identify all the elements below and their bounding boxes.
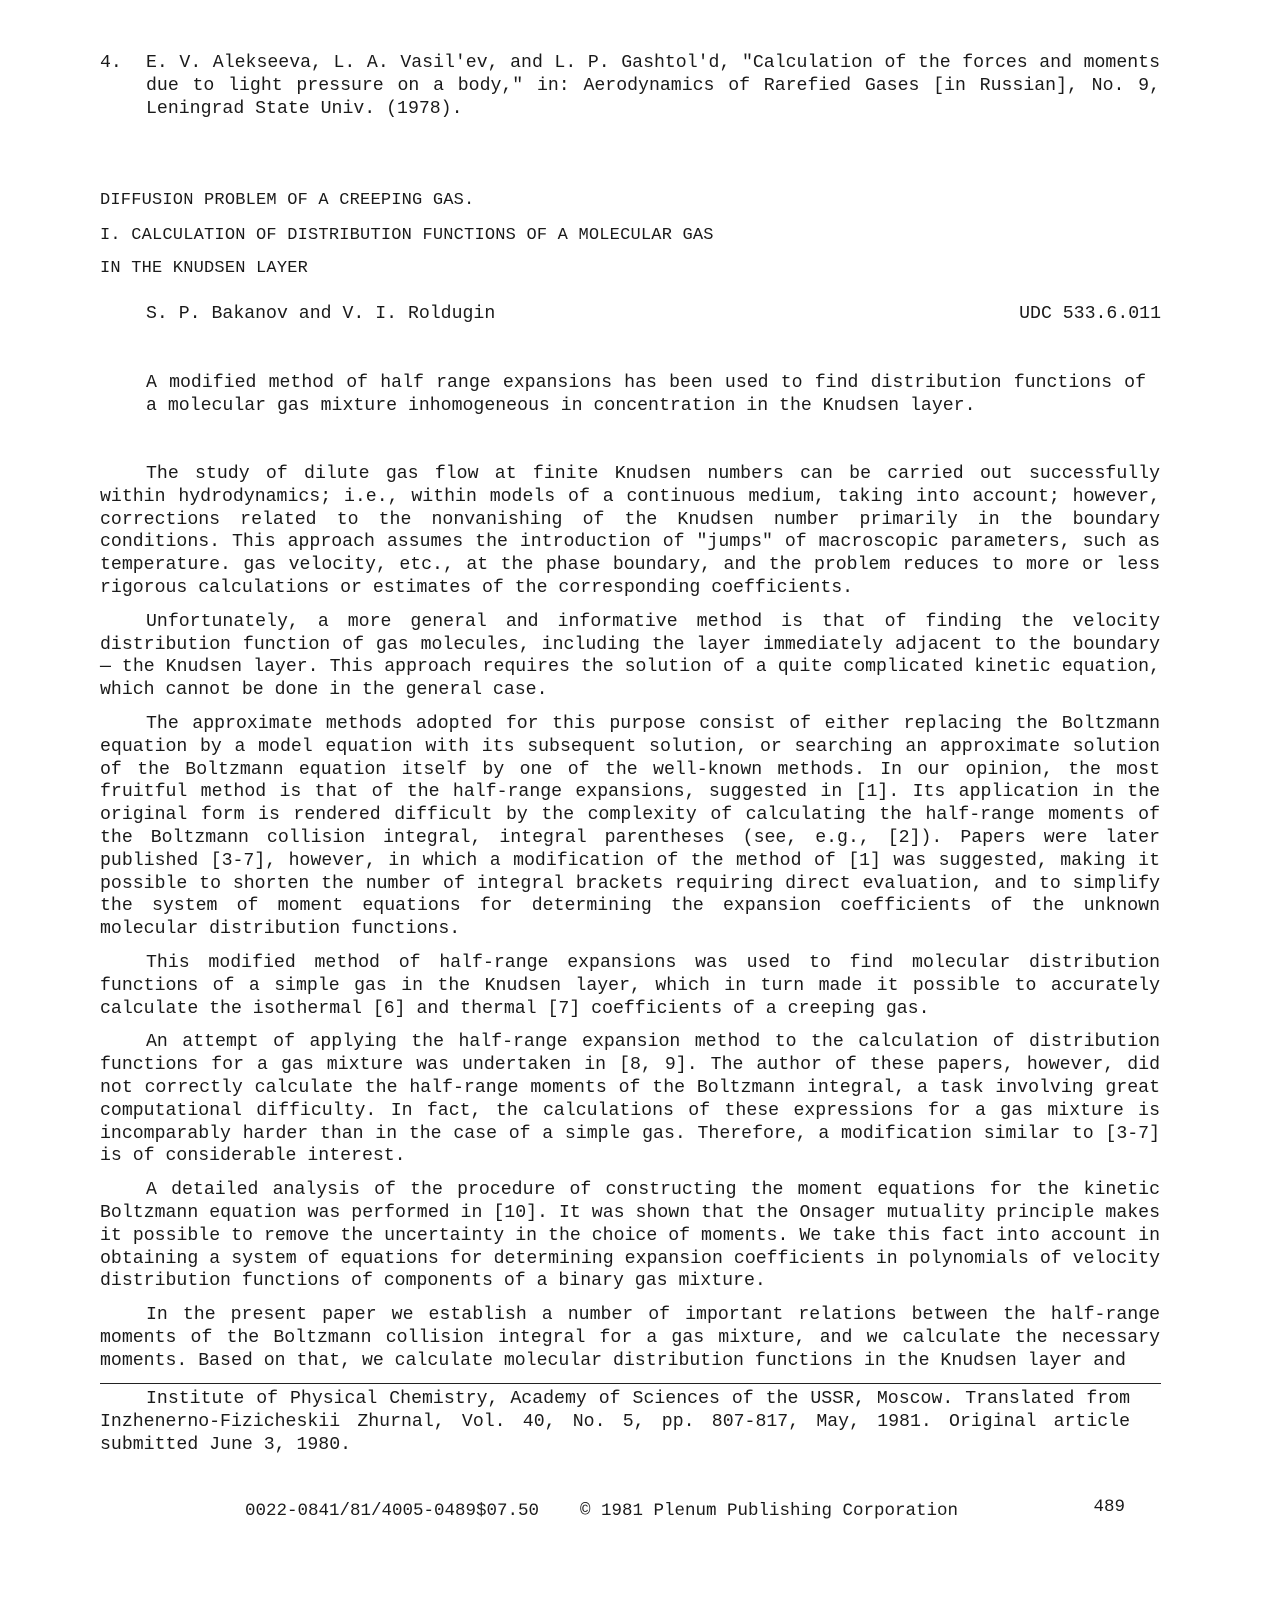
- copyright-notice: © 1981 Plenum Publishing Corporation: [580, 1501, 959, 1521]
- article-title-line-3: IN THE KNUDSEN LAYER: [100, 259, 309, 278]
- article-title-line-2: I. CALCULATION OF DISTRIBUTION FUNCTIONS OF A MOLECULAR GAS: [100, 226, 714, 245]
- body-paragraph: In the present paper we establish a number of important relations between the half-range moments of the Boltzmann collision integral for a gas mixture, and we calculate the necessary moments. Based on that, we calculate molecular distribution functions in the Knudsen layer and: [100, 1305, 1160, 1371]
- article-authors: S. P. Bakanov and V. I. Roldugin: [146, 304, 496, 324]
- footnote: Institute of Physical Chemistry, Academy of Sciences of the USSR, Moscow. Translated from Inzhenerno-Fizicheskii Zhurnal, Vol. 40, No. 5, pp. 807-817, May, 1981. Original article submitted June 3, 1980.: [100, 1389, 1130, 1455]
- footnote-divider: [100, 1383, 1161, 1384]
- article-title-line-1: DIFFUSION PROBLEM OF A CREEPING GAS.: [100, 191, 475, 210]
- article-body: [100, 463, 1160, 1383]
- body-paragraph: The study of dilute gas flow at finite Knudsen numbers can be carried out successfully within hydrodynamics; i.e., within models of a continuous medium, taking into account; however, corrections related to the nonvanishing of the Knudsen number primarily in the boundary conditions. This approach assumes the introduction of "jumps" of macroscopic parameters, such as temperature. gas velocity, etc., at the phase boundary, and the problem reduces to more or less rigorous calculations or estimates of the corresponding coefficients.: [100, 464, 1160, 598]
- body-paragraph: A detailed analysis of the procedure of constructing the moment equations for the kinetic Boltzmann equation was performed in [10]. It was shown that the Onsager mutuality principle makes it possible to remove the uncertainty in the choice of moments. We take this fact into account in obtaining a system of equations for determining expansion coefficients in polynomials of velocity distribution functions of components of a binary gas mixture.: [100, 1180, 1160, 1292]
- body-paragraph: An attempt of applying the half-range expansion method to the calculation of distribution functions for a gas mixture was undertaken in [8, 9]. The author of these papers, however, did not correctly calculate the half-range moments of the Boltzmann integral, a task involving great computational difficulty. In fact, the calculations of these expressions for a gas mixture is incomparably harder than in the case of a simple gas. Therefore, a modification similar to [3-7] is of considerable interest.: [100, 1032, 1160, 1167]
- abstract: A modified method of half range expansions has been used to find distribution functions of a molecular gas mixture inhomogeneous in concentration in the Knudsen layer.: [146, 373, 1146, 416]
- article-code: 0022-0841/81/4005-0489$07.50: [245, 1501, 540, 1521]
- body-paragraph: Unfortunately, a more general and informative method is that of finding the velocity distribution function of gas molecules, including the layer immediately adjacent to the boundary — the Knudsen layer. This approach requires the solution of a quite complicated kinetic equation, which cannot be done in the general case.: [100, 611, 1160, 701]
- reference-item: [100, 52, 1160, 120]
- body-paragraph: The approximate methods adopted for this purpose consist of either replacing the Boltzmann equation by a model equation with its subsequent solution, or searching an approximate solution of the Boltzmann equation itself by one of the well-known methods. In our opinion, the most fruitful method is that of the half-range expansions, suggested in [1]. Its application in the original form is rendered difficult by the complexity of calculating the half-range moments of the Boltzmann collision integral, integral parentheses (see, e.g., [2]). Papers were later published [3-7], however, in which a modification of the method of [1] was suggested, making it possible to shorten the number of integral brackets requiring direct evaluation, and to simplify the system of moment equations for determining the expansion coefficients of the unknown molecular distribution functions.: [100, 713, 1160, 940]
- reference-text: E. V. Alekseeva, L. A. Vasil'ev, and L. P. Gashtol'd, "Calculation of the forces and moments due to light pressure on a body," in: Aerodynamics of Rarefied Gases [in Russian], No. 9, Leningrad State Univ. (1978).: [146, 53, 1160, 119]
- udc-code: UDC 533.6.011: [1019, 304, 1161, 324]
- reference-number: 4.: [100, 53, 122, 73]
- body-paragraph: This modified method of half-range expansions was used to find molecular distribution functions of a simple gas in the Knudsen layer, which in turn made it possible to accurately calculate the isothermal [6] and thermal [7] coefficients of a creeping gas.: [100, 952, 1160, 1019]
- page-number: 489: [1093, 1497, 1125, 1517]
